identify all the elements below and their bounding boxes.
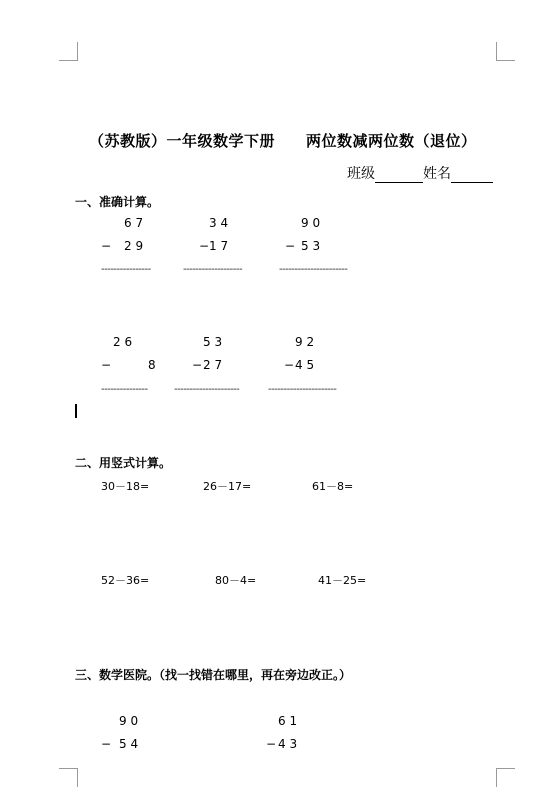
minus-sign: − xyxy=(101,737,112,751)
section-heading: 二、用竖式计算。 xyxy=(75,456,172,470)
name-blank[interactable] xyxy=(451,168,493,183)
problem-bottom-number: 4 5 xyxy=(295,358,315,372)
problem-bottom-number: 4 3 xyxy=(278,737,298,751)
answer-dash-line: ---------------------- xyxy=(279,264,348,275)
minus-sign: − xyxy=(266,737,277,751)
problem-top-number: 2 6 xyxy=(113,335,133,349)
class-blank[interactable] xyxy=(375,168,423,183)
name-label: 姓名 xyxy=(423,166,451,182)
problem-bottom-number: 5 4 xyxy=(119,737,139,751)
minus-sign: − xyxy=(199,239,210,253)
section-heading: 一、准确计算。 xyxy=(75,195,160,209)
problem-bottom-number: 2 7 xyxy=(203,358,223,372)
answer-dash-line: --------------- xyxy=(101,384,148,395)
minus-sign: − xyxy=(101,358,112,372)
minus-sign: − xyxy=(284,358,295,372)
vertical-calc-expression: 41－25= xyxy=(318,574,367,587)
answer-dash-line: ---------------------- xyxy=(268,384,337,395)
class-name-line xyxy=(347,163,493,183)
class-label: 班级 xyxy=(347,166,375,182)
page-title-left: （苏教版）一年级数学下册 xyxy=(89,132,276,150)
problem-top-number: 3 4 xyxy=(209,216,229,230)
minus-sign: − xyxy=(285,239,296,253)
problem-top-number: 6 1 xyxy=(278,714,298,728)
problem-top-number: 9 0 xyxy=(301,216,321,230)
problem-bottom-number: 8 xyxy=(148,358,156,372)
minus-sign: − xyxy=(192,358,203,372)
vertical-calc-expression: 52－36= xyxy=(101,574,150,587)
page-corner-mark xyxy=(496,768,515,787)
minus-sign: − xyxy=(101,239,112,253)
problem-bottom-number: 1 7 xyxy=(209,239,229,253)
answer-dash-line: --------------------- xyxy=(174,384,240,395)
page-corner-mark xyxy=(59,42,78,61)
page-corner-mark xyxy=(496,42,515,61)
page-title-right: 两位数减两位数（退位） xyxy=(306,132,477,150)
problem-top-number: 5 3 xyxy=(203,335,223,349)
vertical-calc-expression: 26－17= xyxy=(203,480,252,493)
problem-bottom-number: 5 3 xyxy=(301,239,321,253)
problem-bottom-number: 2 9 xyxy=(124,239,144,253)
answer-dash-line: ---------------- xyxy=(101,264,151,275)
answer-dash-line: ------------------- xyxy=(183,264,243,275)
problem-top-number: 9 2 xyxy=(295,335,315,349)
section-heading: 三、数学医院。（找一找错在哪里，再在旁边改正。） xyxy=(75,668,352,682)
vertical-calc-expression: 80－4= xyxy=(215,574,257,587)
problem-top-number: 9 0 xyxy=(119,714,139,728)
vertical-calc-expression: 30－18= xyxy=(101,480,150,493)
vertical-calc-expression: 61－8= xyxy=(312,480,354,493)
text-cursor xyxy=(75,404,77,418)
page-corner-mark xyxy=(59,768,78,787)
problem-top-number: 6 7 xyxy=(124,216,144,230)
